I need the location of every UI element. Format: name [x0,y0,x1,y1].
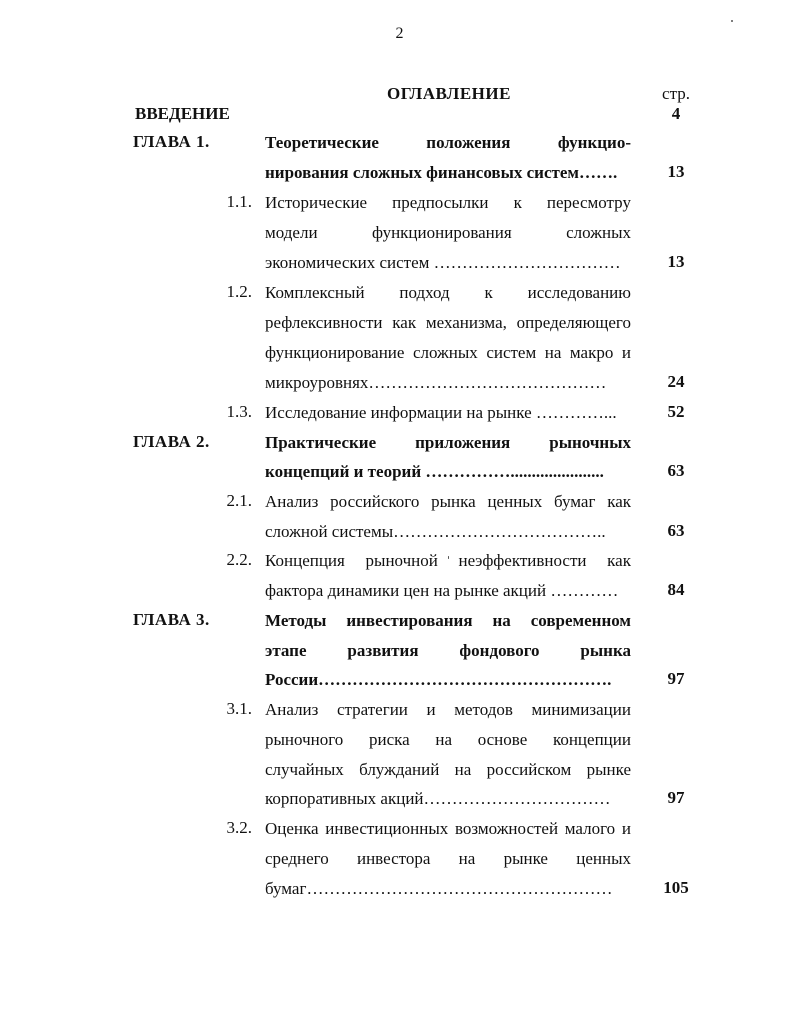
section-1-3-page: 52 [667,402,685,421]
word: инвестирования [346,611,473,630]
word: рыночной [365,551,438,570]
section-1-1-line-2 [265,222,631,244]
scan-speck [448,556,449,559]
word: бумаг [553,492,596,511]
section-1-2-line-2 [265,312,631,334]
word: исследованию [527,283,631,302]
section-2-2-page: 84 [667,580,685,599]
section-3-2-line-1 [265,818,631,840]
section-1-3-line-1: Исследование информации на рынке …………... [265,403,617,422]
word: блужданий [359,760,440,779]
word: механизма, [425,313,507,332]
word: Анализ [265,492,319,511]
word: модели [265,223,318,242]
word: рынке [586,760,631,779]
chapter-2-title-line-2: концепций и теорий ……………...................... [265,462,604,481]
word: современном [530,611,631,630]
word: этапе [265,641,307,660]
scan-speck [731,20,733,22]
section-1-1-number: 1.1. [226,192,252,211]
word: российского [330,492,420,511]
word: фондового [459,641,540,660]
chapter-2-label: ГЛАВА 2. [133,432,210,451]
word: Методы [265,611,327,630]
word: инвестиционных [325,819,449,838]
word: инвестора [356,849,431,868]
section-2-2-number: 2.2. [226,550,252,569]
section-2-2-line-2: фактора динамики цен на рынке акций ………… [265,581,619,600]
section-2-2-line-1 [265,550,631,572]
section-1-1-line-1 [265,192,631,214]
word: и [621,343,631,362]
section-1-2-line-1 [265,282,631,304]
word: концепции [552,730,631,749]
word: предпосылки [392,193,489,212]
word: возможностей [454,819,559,838]
word: и [426,700,436,719]
section-1-2-line-4: микроуровнях…………………………………… [265,373,607,392]
chapter-3-title-line-1 [265,610,631,632]
page-column-header: стр. [662,84,690,103]
word: рыночных [549,433,631,452]
section-3-2-line-2 [265,848,631,870]
word: положения [426,133,511,152]
section-3-1-line-4: корпоративных акций…………………………… [265,789,611,808]
word: основе [477,730,528,749]
word: к [484,283,493,302]
word: как [392,313,417,332]
word: случайных [265,760,344,779]
word: определяющего [516,313,631,332]
section-1-3-number: 1.3. [226,402,252,421]
word: сложных [412,343,478,362]
chapter-1-title-line-2: нирования сложных финансовых систем……. [265,163,618,182]
section-3-1-line-1 [265,699,631,721]
word: Концепция [265,551,345,570]
word: Практические [265,433,377,452]
word: рынка [431,492,476,511]
section-1-2-page: 24 [667,372,685,391]
section-1-1-line-3: экономических систем …………………………… [265,253,621,272]
introduction-label: ВВЕДЕНИЕ [135,104,230,123]
word: функцио- [557,133,631,152]
word: методов [454,700,513,719]
word: малого [564,819,616,838]
word: Комплексный [265,283,365,302]
chapter-3-page: 97 [667,669,685,688]
chapter-1-page: 13 [667,162,685,181]
word: рефлексивности [265,313,383,332]
word: приложения [415,433,511,452]
chapter-3-title-line-3: России……………………………………………. [265,670,612,689]
word: риска [368,730,410,749]
word: как [607,492,631,511]
word: сложных [566,223,631,242]
section-1-1-page: 13 [667,252,685,271]
word: Теоретические [265,133,379,152]
section-3-2-page: 105 [663,878,689,897]
chapter-2-page: 63 [667,461,685,480]
section-3-1-number: 3.1. [226,699,252,718]
section-3-1-line-3 [265,759,631,781]
section-1-2-line-3 [265,342,631,364]
section-3-2-number: 3.2. [226,818,252,837]
word: рынка [580,641,631,660]
word: функционирование [265,343,405,362]
word: развития [347,641,419,660]
section-2-1-number: 2.1. [226,491,252,510]
word: к [513,193,522,212]
section-2-1-line-1 [265,491,631,513]
chapter-2-title-line-1 [265,432,631,454]
section-3-2-line-3: бумаг……………………………………………… [265,879,613,898]
chapter-3-label: ГЛАВА 3. [133,610,210,629]
chapter-3-title-line-2 [265,640,631,662]
word: функционирования [371,223,512,242]
word: пересмотру [546,193,631,212]
page-number: 2 [395,25,404,42]
section-3-1-line-2 [265,729,631,751]
word: рынке [503,849,548,868]
word: Оценка [265,819,319,838]
introduction-page: 4 [671,104,681,123]
word: ценных [487,492,543,511]
section-2-1-page: 63 [667,521,685,540]
word: ценных [576,849,631,868]
word: и [621,819,631,838]
word: стратегии [336,700,408,719]
word: на [435,730,453,749]
word: российском [486,760,572,779]
word: Анализ [265,700,319,719]
word: макро [569,343,614,362]
word: среднего [265,849,329,868]
toc-title: ОГЛАВЛЕНИЕ [387,84,511,103]
word: на [454,760,472,779]
word: неэффективности [458,551,587,570]
word: на [492,611,511,630]
word: на [544,343,562,362]
section-1-2-number: 1.2. [226,282,252,301]
section-2-1-line-2: сложной системы……………………………….. [265,522,606,541]
word: Исторические [265,193,368,212]
word: на [458,849,476,868]
chapter-1-label: ГЛАВА 1. [133,132,210,151]
section-3-1-page: 97 [667,788,685,807]
word: подход [399,283,450,302]
chapter-1-title-line-1 [265,132,631,154]
word: как [607,551,631,570]
word: систем [486,343,537,362]
word: рыночного [265,730,344,749]
word: минимизации [531,700,631,719]
